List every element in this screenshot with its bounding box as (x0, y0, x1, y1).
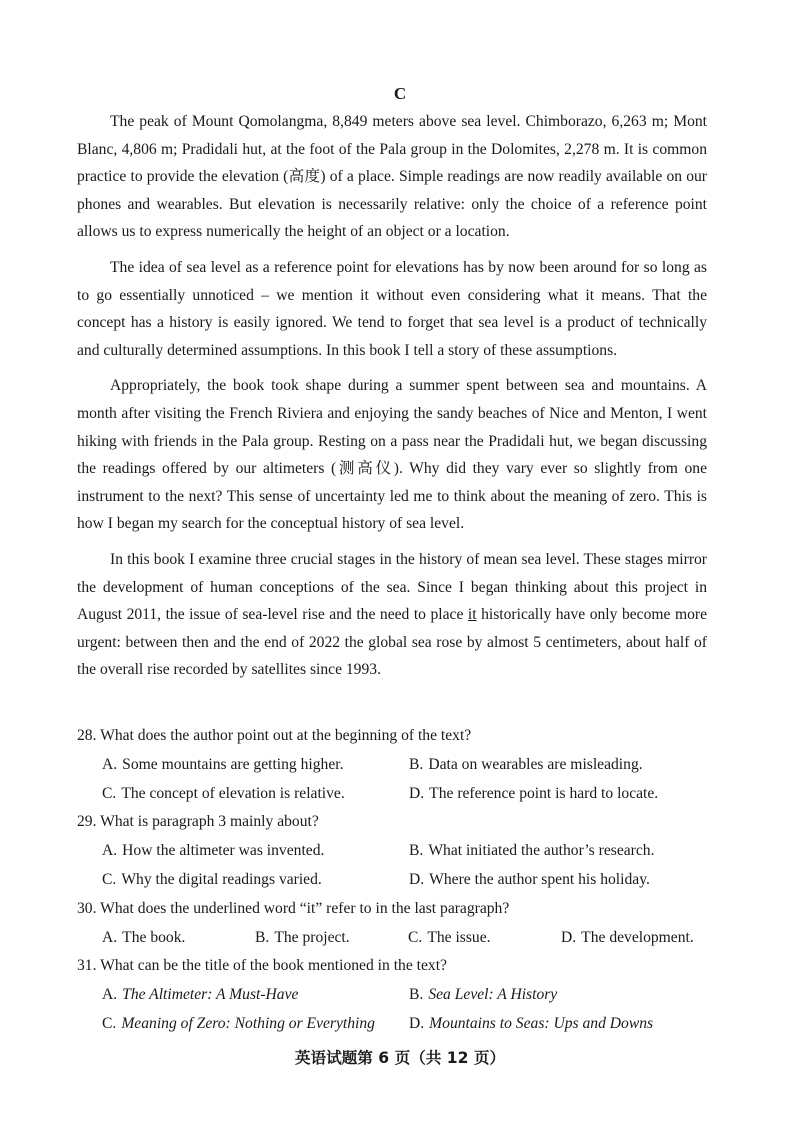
option-c[interactable] (102, 780, 409, 809)
option-row (77, 751, 717, 780)
option-a[interactable] (102, 751, 409, 780)
option-row (77, 780, 717, 809)
paragraph-4-text-before: In this book I examine three crucial stages in the history of mean sea level. These stages mirror the development of human conceptions of the sea. Since I began thinking about this project in August 2011, the issue of sea-level rise and the need to place (77, 550, 707, 624)
page-footer: 英语试题第 6 页（共 12 页） (294, 1049, 506, 1067)
question-stem: 29. What is paragraph 3 mainly about? (77, 813, 319, 831)
option-row (77, 837, 717, 866)
option-letter: D. (561, 928, 577, 946)
option-letter: C. (408, 928, 423, 946)
option-d[interactable] (409, 780, 716, 809)
question-stem: 28. What does the author point out at the beginning of the text? (77, 727, 472, 744)
option-letter: A. (102, 755, 118, 773)
option-c[interactable] (102, 1010, 409, 1039)
option-row (77, 981, 717, 1010)
option-text: Sea Level: A History (428, 986, 558, 1004)
option-letter: C. (102, 784, 117, 802)
option-letter: D. (409, 870, 425, 888)
option-text: The reference point is hard to locate. (429, 784, 659, 802)
option-a[interactable] (102, 837, 409, 866)
reading-passage (77, 108, 707, 684)
option-text: Where the author spent his holiday. (429, 870, 650, 888)
option-c[interactable] (102, 866, 409, 895)
option-letter: D. (409, 784, 425, 802)
option-text: The concept of elevation is relative. (121, 784, 345, 802)
option-d[interactable] (409, 866, 716, 895)
option-a[interactable] (102, 981, 409, 1010)
option-letter: C. (102, 870, 117, 888)
option-letter: B. (409, 986, 424, 1004)
question-30 (77, 895, 717, 953)
option-letter: A. (102, 928, 118, 946)
question-stem: 30. What does the underlined word “it” refer to in the last paragraph? (77, 899, 510, 917)
passage-paragraph-4 (77, 546, 707, 684)
paragraph-4-text-after: historically have only become more urgent: between then and the end of 2022 the global sea rose by almost 5 centimeters, about half of the overall rise recorded by satellites since 1993. (77, 606, 707, 679)
option-c[interactable] (408, 924, 561, 953)
passage-paragraph-3: Appropriately, the book took shape during a summer spent between sea and mountains. A month after visiting the French Riviera and enjoying the sandy beaches of Nice and Menton, I went hiking with friends in the Pala group. Resting on a pass near the Pradidali hut, we began discussing the readings offered by our altimeters (测高仪). Why did they vary ever so slightly from one instrument to the next? This sense of uncertainty led me to think about the meaning of zero. This is how I began my search for the conceptual history of sea level. (77, 377, 707, 533)
option-text: The book. (122, 928, 186, 946)
option-text: The Altimeter: A Must-Have (122, 986, 299, 1004)
option-text: The issue. (427, 928, 491, 946)
option-text: Data on wearables are misleading. (428, 755, 643, 773)
option-text: Why the digital readings varied. (121, 870, 322, 888)
underlined-word-it: it (467, 606, 477, 624)
question-list (77, 722, 717, 1039)
option-text: Mountains to Seas: Ups and Downs (429, 1014, 654, 1032)
option-text: The development. (581, 928, 694, 946)
passage-paragraph-2: The idea of sea level as a reference point for elevations has by now been around for so long as to go essentially unnoticed – we mention it without even considering what it means. That the concept has a history is easily ignored. We tend to forget that sea level is a product of technically and culturally determined assumptions. In this book I tell a story of these assumptions. (77, 258, 707, 359)
section-heading: C (393, 84, 407, 103)
option-text: Some mountains are getting higher. (122, 755, 344, 773)
question-29 (77, 808, 717, 894)
option-text: The project. (274, 928, 350, 946)
option-row (77, 1010, 717, 1039)
passage-paragraph-1: The peak of Mount Qomolangma, 8,849 meters above sea level. Chimborazo, 6,263 m; Mont Blanc, 4,806 m; Pradidali hut, at the foot of the Pala group in the Dolomites, 2,278 m. It is common practice to provide the elevation (高度) of a place. Simple readings are now readily available on our phones and wearables. But elevation is necessarily relative: only the choice of a reference point allows us to express numerically the height of an object or a location. (77, 113, 707, 241)
option-letter: B. (255, 928, 270, 946)
option-letter: D. (409, 1014, 425, 1032)
option-letter: B. (409, 755, 424, 773)
option-b[interactable] (409, 751, 716, 780)
option-letter: B. (409, 842, 424, 860)
question-31 (77, 952, 717, 1038)
option-a[interactable] (102, 924, 255, 953)
option-text: How the altimeter was invented. (122, 842, 325, 860)
question-28 (77, 722, 717, 808)
option-letter: A. (102, 986, 118, 1004)
option-d[interactable] (561, 924, 694, 953)
option-row (77, 866, 717, 895)
option-d[interactable] (409, 1010, 716, 1039)
option-row (77, 924, 717, 953)
option-text: Meaning of Zero: Nothing or Everything (121, 1014, 375, 1032)
question-stem: 31. What can be the title of the book mentioned in the text? (77, 957, 447, 975)
option-letter: A. (102, 842, 118, 860)
option-b[interactable] (409, 981, 716, 1010)
option-b[interactable] (409, 837, 716, 866)
option-b[interactable] (255, 924, 408, 953)
option-letter: C. (102, 1014, 117, 1032)
option-text: What initiated the author’s research. (428, 842, 655, 860)
